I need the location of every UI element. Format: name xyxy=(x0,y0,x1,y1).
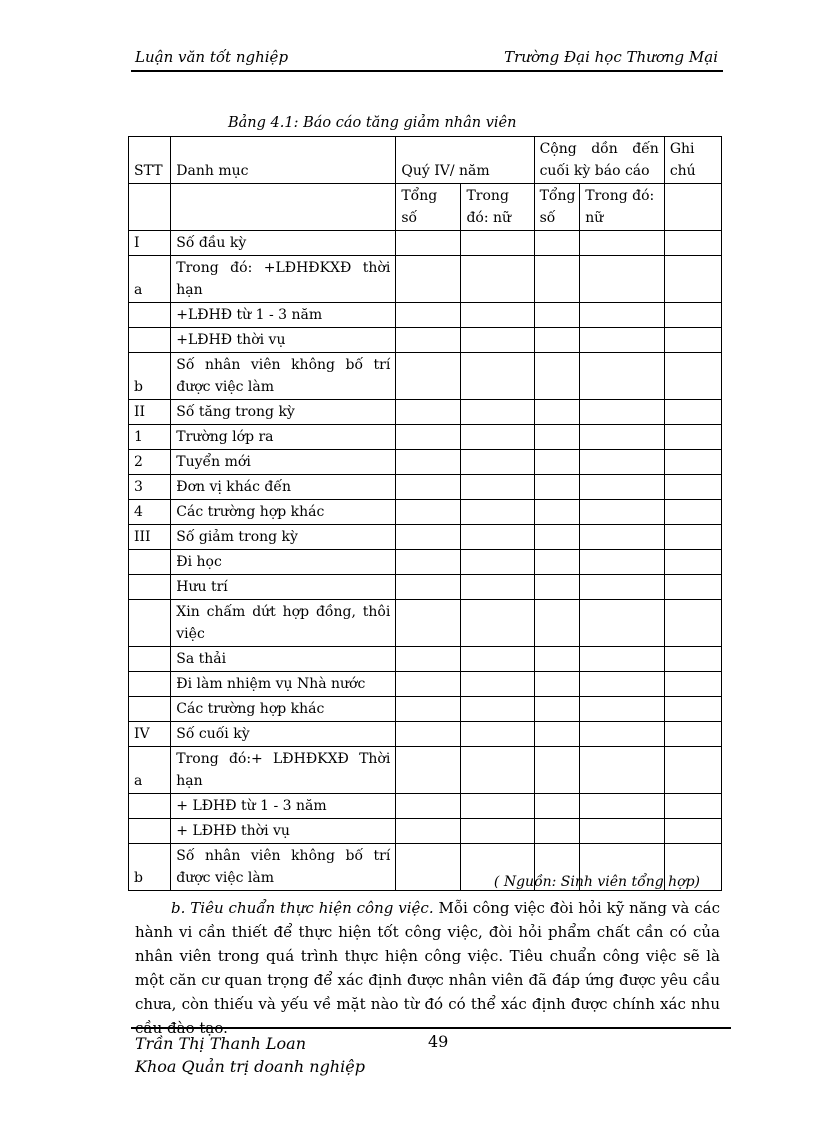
empty-cell xyxy=(580,500,665,525)
empty-cell xyxy=(580,575,665,600)
empty-cell xyxy=(534,400,580,425)
empty-cell xyxy=(396,697,461,722)
empty-cell xyxy=(664,600,721,647)
empty-cell xyxy=(580,747,665,794)
empty-cell xyxy=(534,328,580,353)
row-stt: a xyxy=(129,256,171,303)
row-label: Số đầu kỳ xyxy=(171,231,396,256)
row-label: Trường lớp ra xyxy=(171,425,396,450)
empty-cell xyxy=(580,819,665,844)
row-stt xyxy=(129,575,171,600)
empty-cell xyxy=(396,747,461,794)
empty-cell xyxy=(664,722,721,747)
row-stt: III xyxy=(129,525,171,550)
empty-cell xyxy=(664,231,721,256)
empty-cell xyxy=(461,256,534,303)
subheader-tong-so: Tổng số xyxy=(534,184,580,231)
footer-rule xyxy=(131,1027,731,1029)
empty-cell xyxy=(461,697,534,722)
empty-cell xyxy=(580,697,665,722)
empty-cell xyxy=(580,600,665,647)
row-label: + LĐHĐ từ 1 - 3 năm xyxy=(171,794,396,819)
row-stt xyxy=(129,328,171,353)
empty-cell xyxy=(461,475,534,500)
header-ghi-chu: Ghi chú xyxy=(664,137,721,184)
empty-cell xyxy=(664,328,721,353)
row-stt: 1 xyxy=(129,425,171,450)
row-label: Số nhân viên không bố trí được việc làm xyxy=(171,353,396,400)
row-label: Trong đó: +LĐHĐKXĐ thời hạn xyxy=(171,256,396,303)
table-row xyxy=(129,575,722,600)
table-row xyxy=(129,697,722,722)
empty-cell xyxy=(461,353,534,400)
page-number: 49 xyxy=(428,1032,449,1051)
empty-cell xyxy=(580,550,665,575)
row-label: Các trường hợp khác xyxy=(171,697,396,722)
empty-cell xyxy=(534,303,580,328)
table-row xyxy=(129,303,722,328)
empty-cell xyxy=(534,353,580,400)
empty-cell xyxy=(664,303,721,328)
empty-cell xyxy=(664,425,721,450)
subheader-trong-do-nu: Trong đó: nữ xyxy=(461,184,534,231)
empty-cell xyxy=(396,647,461,672)
row-label: Các trường hợp khác xyxy=(171,500,396,525)
empty-cell xyxy=(396,575,461,600)
table-row xyxy=(129,328,722,353)
staff-change-report-table xyxy=(128,136,722,891)
table-row xyxy=(129,722,722,747)
table-row xyxy=(129,525,722,550)
body-paragraph xyxy=(135,896,720,1040)
empty-cell xyxy=(396,550,461,575)
empty-cell xyxy=(461,819,534,844)
empty-cell xyxy=(664,647,721,672)
paragraph-text: Mỗi công việc đòi hỏi kỹ năng và các hành vi cần thiết để thực hiện tốt công việc, đòi hỏi phẩm chất cần có của nhân viên trong quá trình thực hiện công việc. Tiêu chuẩn công việc sẽ là một căn cư quan trọng để xác định được nhân viên đã đáp ứng được yêu cầu chưa, còn thiếu và yếu về mặt nào từ đó có thể xác định được chính xác nhu cầu đào tạo. xyxy=(135,899,720,1037)
empty-cell xyxy=(396,794,461,819)
table-caption: Bảng 4.1: Báo cáo tăng giảm nhân viên xyxy=(228,115,517,131)
table-row xyxy=(129,500,722,525)
row-label: Hưu trí xyxy=(171,575,396,600)
table-row xyxy=(129,747,722,794)
subheader-trong-do-nu: Trong đó: nữ xyxy=(580,184,665,231)
empty-cell xyxy=(461,231,534,256)
row-stt xyxy=(129,794,171,819)
empty-cell xyxy=(396,303,461,328)
row-stt: 3 xyxy=(129,475,171,500)
empty-cell xyxy=(534,697,580,722)
empty-cell xyxy=(534,672,580,697)
row-stt: IV xyxy=(129,722,171,747)
empty-cell xyxy=(396,328,461,353)
empty-cell xyxy=(396,819,461,844)
empty-cell xyxy=(396,525,461,550)
empty-cell xyxy=(534,722,580,747)
empty-cell xyxy=(534,475,580,500)
empty-cell xyxy=(534,425,580,450)
empty-cell xyxy=(580,353,665,400)
row-stt xyxy=(129,819,171,844)
table-row xyxy=(129,794,722,819)
row-label: Đơn vị khác đến xyxy=(171,475,396,500)
empty-cell xyxy=(664,353,721,400)
table-row xyxy=(129,450,722,475)
empty-cell xyxy=(396,450,461,475)
empty-cell xyxy=(580,722,665,747)
running-header-right: Trường Đại học Thương Mại xyxy=(504,48,718,66)
empty-cell xyxy=(396,500,461,525)
table-row xyxy=(129,425,722,450)
empty-cell xyxy=(664,575,721,600)
header-quy: Quý IV/ năm xyxy=(396,137,534,184)
empty-cell xyxy=(396,475,461,500)
row-label: + LĐHĐ thời vụ xyxy=(171,819,396,844)
empty-cell xyxy=(580,425,665,450)
row-label: Đi học xyxy=(171,550,396,575)
empty-cell xyxy=(534,550,580,575)
empty-cell xyxy=(461,525,534,550)
table-header-row xyxy=(129,137,722,184)
row-stt xyxy=(129,697,171,722)
header-rule xyxy=(131,70,723,72)
empty-cell xyxy=(461,575,534,600)
row-label: Số nhân viên không bố trí được việc làm xyxy=(171,844,396,891)
empty-cell xyxy=(664,500,721,525)
row-stt: b xyxy=(129,353,171,400)
empty-cell xyxy=(580,647,665,672)
footer-author: Trần Thị Thanh Loan xyxy=(135,1034,307,1053)
empty-cell xyxy=(461,747,534,794)
empty-cell xyxy=(534,747,580,794)
empty-cell xyxy=(580,256,665,303)
empty-cell xyxy=(396,353,461,400)
empty-cell xyxy=(664,794,721,819)
table-row xyxy=(129,400,722,425)
empty-cell xyxy=(580,794,665,819)
empty-cell xyxy=(396,600,461,647)
empty-cell xyxy=(664,475,721,500)
table-row xyxy=(129,819,722,844)
row-label: +LĐHĐ thời vụ xyxy=(171,328,396,353)
row-stt: II xyxy=(129,400,171,425)
header-cong-don: Cộng dồn đến cuối kỳ báo cáo xyxy=(534,137,664,184)
row-stt xyxy=(129,303,171,328)
subheader-tong-so: Tổng số xyxy=(396,184,461,231)
row-label: Xin chấm dứt hợp đồng, thôi việc xyxy=(171,600,396,647)
table-row xyxy=(129,672,722,697)
table-row xyxy=(129,231,722,256)
empty-cell xyxy=(396,231,461,256)
table-subheader-row xyxy=(129,184,722,231)
empty-cell xyxy=(461,500,534,525)
empty-cell xyxy=(461,425,534,450)
source-note: ( Nguồn: Sinh viên tổng hợp) xyxy=(493,874,700,890)
row-stt xyxy=(129,647,171,672)
row-label: Số cuối kỳ xyxy=(171,722,396,747)
row-label: Sa thải xyxy=(171,647,396,672)
empty-cell xyxy=(396,722,461,747)
empty-cell xyxy=(534,600,580,647)
empty-cell xyxy=(461,672,534,697)
empty-cell xyxy=(461,400,534,425)
empty-cell xyxy=(664,256,721,303)
empty-cell xyxy=(580,231,665,256)
empty-cell xyxy=(461,600,534,647)
empty-cell xyxy=(664,672,721,697)
empty-cell xyxy=(461,647,534,672)
empty-cell xyxy=(534,819,580,844)
empty-cell xyxy=(664,525,721,550)
empty-cell xyxy=(396,256,461,303)
running-header-left: Luận văn tốt nghiệp xyxy=(135,48,289,66)
header-stt: STT xyxy=(129,137,171,184)
paragraph-lead: b. Tiêu chuẩn thực hiện công việc. xyxy=(171,899,434,917)
table-row xyxy=(129,647,722,672)
empty-cell xyxy=(580,450,665,475)
row-label: Trong đó:+ LĐHĐKXĐ Thời hạn xyxy=(171,747,396,794)
empty-cell xyxy=(580,400,665,425)
empty-cell xyxy=(534,647,580,672)
table-row xyxy=(129,256,722,303)
row-label: Số tăng trong kỳ xyxy=(171,400,396,425)
row-label: +LĐHĐ từ 1 - 3 năm xyxy=(171,303,396,328)
row-label: Đi làm nhiệm vụ Nhà nước xyxy=(171,672,396,697)
table-row xyxy=(129,550,722,575)
empty-cell xyxy=(580,303,665,328)
empty-cell xyxy=(461,550,534,575)
table-row xyxy=(129,475,722,500)
empty-cell xyxy=(534,231,580,256)
empty-cell xyxy=(534,794,580,819)
empty-cell xyxy=(396,844,461,891)
table-row xyxy=(129,353,722,400)
empty-cell xyxy=(461,722,534,747)
row-stt xyxy=(129,600,171,647)
empty-cell xyxy=(461,794,534,819)
empty-cell xyxy=(664,747,721,794)
table-row xyxy=(129,600,722,647)
row-stt: b xyxy=(129,844,171,891)
row-stt xyxy=(129,550,171,575)
empty-cell xyxy=(664,550,721,575)
row-stt: 2 xyxy=(129,450,171,475)
empty-cell xyxy=(534,575,580,600)
row-stt: 4 xyxy=(129,500,171,525)
empty-cell xyxy=(396,672,461,697)
row-stt: I xyxy=(129,231,171,256)
empty-cell xyxy=(580,525,665,550)
empty-cell xyxy=(664,697,721,722)
row-stt xyxy=(129,672,171,697)
empty-cell xyxy=(580,475,665,500)
row-stt: a xyxy=(129,747,171,794)
empty-cell xyxy=(664,819,721,844)
empty-cell xyxy=(396,400,461,425)
empty-cell xyxy=(534,500,580,525)
empty-cell xyxy=(534,256,580,303)
empty-cell xyxy=(461,303,534,328)
table-body xyxy=(129,231,722,891)
row-label: Tuyển mới xyxy=(171,450,396,475)
footer-department: Khoa Quản trị doanh nghiệp xyxy=(135,1057,365,1076)
empty-cell xyxy=(664,450,721,475)
header-danh-muc: Danh mục xyxy=(171,137,396,184)
empty-cell xyxy=(580,328,665,353)
empty-cell xyxy=(664,400,721,425)
empty-cell xyxy=(396,425,461,450)
empty-cell xyxy=(580,672,665,697)
empty-cell xyxy=(461,328,534,353)
empty-cell xyxy=(534,450,580,475)
empty-cell xyxy=(534,525,580,550)
empty-cell xyxy=(461,450,534,475)
row-label: Số giảm trong kỳ xyxy=(171,525,396,550)
